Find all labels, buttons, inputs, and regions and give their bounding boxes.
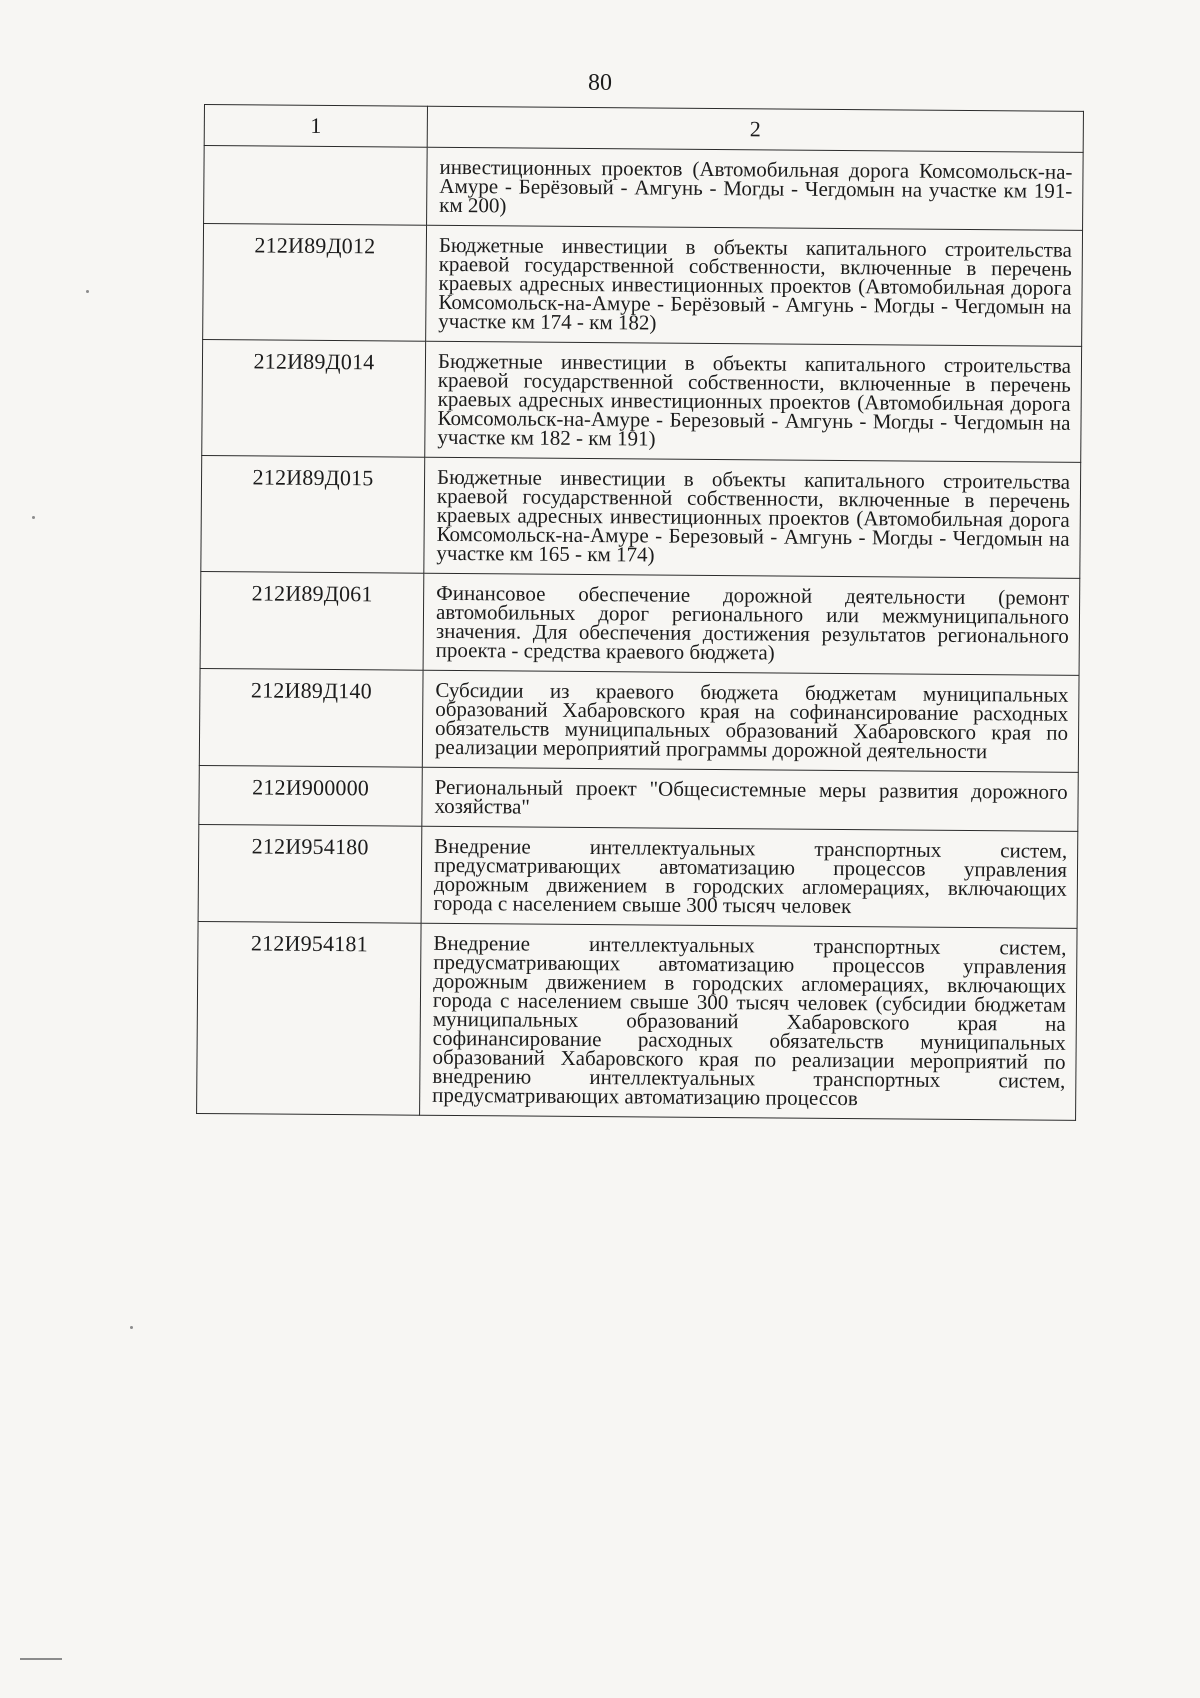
scan-mark bbox=[32, 516, 35, 519]
table-row bbox=[202, 339, 1082, 462]
table-row bbox=[197, 921, 1077, 1120]
scan-mark bbox=[130, 1326, 133, 1329]
column-header-name: 2 bbox=[427, 106, 1083, 152]
row-code: 212И89Д012 bbox=[203, 224, 427, 342]
budget-classification-table bbox=[196, 104, 1084, 1121]
table-row bbox=[200, 571, 1080, 675]
column-header-code: 1 bbox=[204, 105, 427, 148]
row-description: Бюджетные инвестиции в объекты капитального строительства краевой государственной собственности, включенные в перечень краевых адресных инвестиционных проектов (Автомобильная дорога Комсомольск-на-Амуре - Берёзовый - Амгунь - Могды - Чегдомын на участке км 174 - км 182) bbox=[426, 225, 1083, 346]
row-code: 212И89Д061 bbox=[200, 571, 424, 670]
page-number: 80 bbox=[588, 70, 612, 96]
row-code bbox=[204, 146, 428, 226]
scan-mark bbox=[20, 1658, 62, 1660]
row-description: Бюджетные инвестиции в объекты капитального строительства краевой государственной собственности, включенные в перечень краевых адресных инвестиционных проектов (Автомобильная дорога Комсомольск-на-Амуре - Березовый - Амгунь - Могды - Чегдомын на участке км 182 - км 191) bbox=[425, 341, 1082, 462]
row-code: 212И89Д015 bbox=[201, 455, 425, 573]
row-code: 212И89Д140 bbox=[199, 668, 423, 767]
row-description: Бюджетные инвестиции в объекты капитального строительства краевой государственной собственности, включенные в перечень краевых адресных инвестиционных проектов (Автомобильная дорога Комсомольск-на-Амуре - Березовый - Амгунь - Могды - Чегдомын на участке км 165 - км 174) bbox=[424, 457, 1081, 578]
row-description: Субсидии из краевого бюджета бюджетам муниципальных образований Хабаровского края на софинансирование расходных обязательств муниципальных образований Хабаровского края по реализации мероприятий программы дорожной деятельности bbox=[422, 670, 1079, 772]
table-row bbox=[201, 455, 1081, 578]
row-code: 212И954180 bbox=[198, 824, 422, 923]
table-row bbox=[204, 146, 1084, 231]
row-description: Финансовое обеспечение дорожной деятельности (ремонт автомобильных дорог регионального или межмуниципального значения. Для обеспечения достижения результатов регионального проекта - средства краевого бюджета) bbox=[423, 573, 1080, 675]
table-row bbox=[199, 765, 1078, 831]
row-code: 212И900000 bbox=[199, 765, 422, 826]
table-header-row bbox=[204, 105, 1083, 153]
row-code: 212И89Д014 bbox=[202, 339, 426, 457]
row-code: 212И954181 bbox=[197, 921, 422, 1115]
table-row bbox=[198, 824, 1078, 928]
scan-mark bbox=[86, 290, 89, 293]
table-row bbox=[199, 668, 1079, 772]
row-description: Внедрение интеллектуальных транспортных систем, предусматривающих автоматизацию процессов управления дорожным движением в городских агломерациях, включающих города с населением свыше 300 тысяч человек (субсидии бюджетам муниципальных образований Хабаровского края на софинансирование расходных обязательств муниципальных образований Хабаровского края по реализации мероприятий по внедрению интеллектуальных транспортных систем, предусматривающих автоматизацию процессов bbox=[420, 923, 1077, 1120]
row-description: Региональный проект "Общесистемные меры развития дорожного хозяйства" bbox=[422, 767, 1078, 831]
row-description: инвестиционных проектов (Автомобильная дорога Комсомольск-на-Амуре - Берёзовый - Амгунь - Могды - Чегдомын на участке км 191- км 200) bbox=[427, 147, 1084, 230]
table-row bbox=[203, 224, 1083, 347]
row-description: Внедрение интеллектуальных транспортных систем, предусматривающих автоматизацию процессов управления дорожным движением в городских агломерациях, включающих города с населением свыше 300 тысяч человек bbox=[421, 826, 1078, 928]
